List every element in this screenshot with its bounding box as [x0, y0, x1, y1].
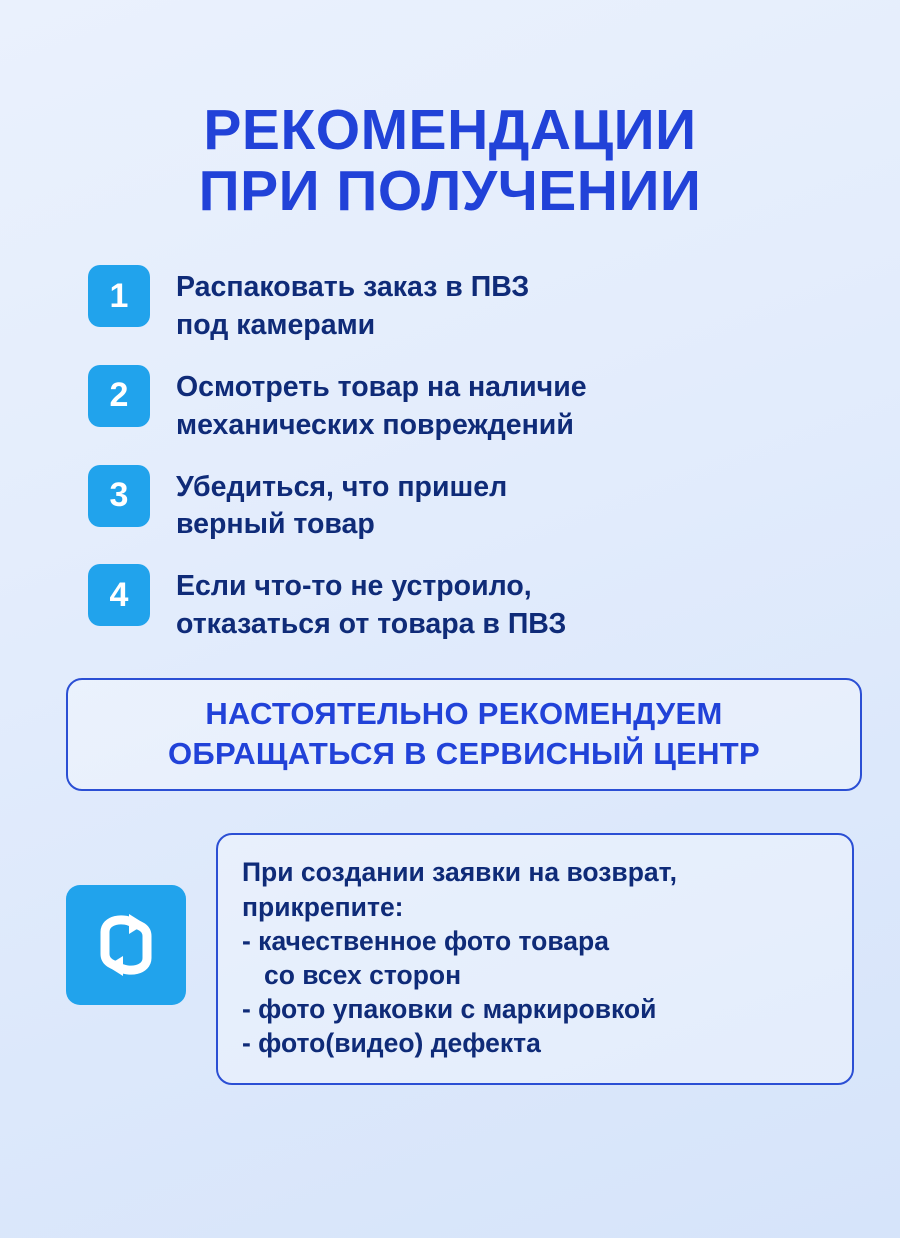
- step-text: [176, 564, 566, 644]
- page-title-line-1: РЕКОМЕНДАЦИИ: [203, 98, 697, 163]
- list-item: [88, 465, 852, 545]
- step-text: [176, 465, 507, 545]
- step-number-badge: 2: [88, 365, 150, 427]
- note-line-2: прикрепите:: [242, 891, 404, 922]
- poster-page: [0, 38, 900, 1238]
- step-text: [176, 365, 587, 445]
- steps-list: [28, 265, 872, 644]
- page-title: [28, 38, 872, 221]
- note-line-3: - качественное фото товара: [242, 925, 609, 956]
- return-request-note: [216, 833, 854, 1084]
- banner-line-1: НАСТОЯТЕЛЬНО РЕКОМЕНДУЕМ: [205, 696, 723, 732]
- return-note-section: [28, 833, 872, 1084]
- note-line-6: - фото(видео) дефекта: [242, 1028, 541, 1059]
- step-text-line-2: верный товар: [176, 508, 375, 541]
- step-number-badge: 1: [88, 265, 150, 327]
- step-text-line-2: механических повреждений: [176, 408, 574, 441]
- page-title-line-2: ПРИ ПОЛУЧЕНИИ: [198, 158, 702, 223]
- note-line-5: - фото упаковки с маркировкой: [242, 994, 657, 1025]
- note-line-1: При создании заявки на возврат,: [242, 857, 677, 888]
- note-line-4: со всех сторон: [264, 959, 462, 990]
- service-center-banner: [66, 678, 862, 791]
- step-number-badge: 4: [88, 564, 150, 626]
- banner-line-2: ОБРАЩАТЬСЯ В СЕРВИСНЫЙ ЦЕНТР: [167, 735, 761, 771]
- step-text-line-2: под камерами: [176, 308, 376, 341]
- step-text: [176, 265, 529, 345]
- step-number-badge: 3: [88, 465, 150, 527]
- list-item: [88, 265, 852, 345]
- step-text-line-1: Осмотреть товар на наличие: [176, 370, 587, 403]
- list-item: [88, 564, 852, 644]
- step-text-line-2: отказаться от товара в ПВЗ: [176, 608, 567, 641]
- refresh-exchange-icon: [66, 885, 186, 1005]
- list-item: [88, 365, 852, 445]
- step-text-line-1: Если что-то не устроило,: [176, 570, 532, 603]
- step-text-line-1: Убедиться, что пришел: [176, 470, 508, 503]
- step-text-line-1: Распаковать заказ в ПВЗ: [176, 271, 530, 303]
